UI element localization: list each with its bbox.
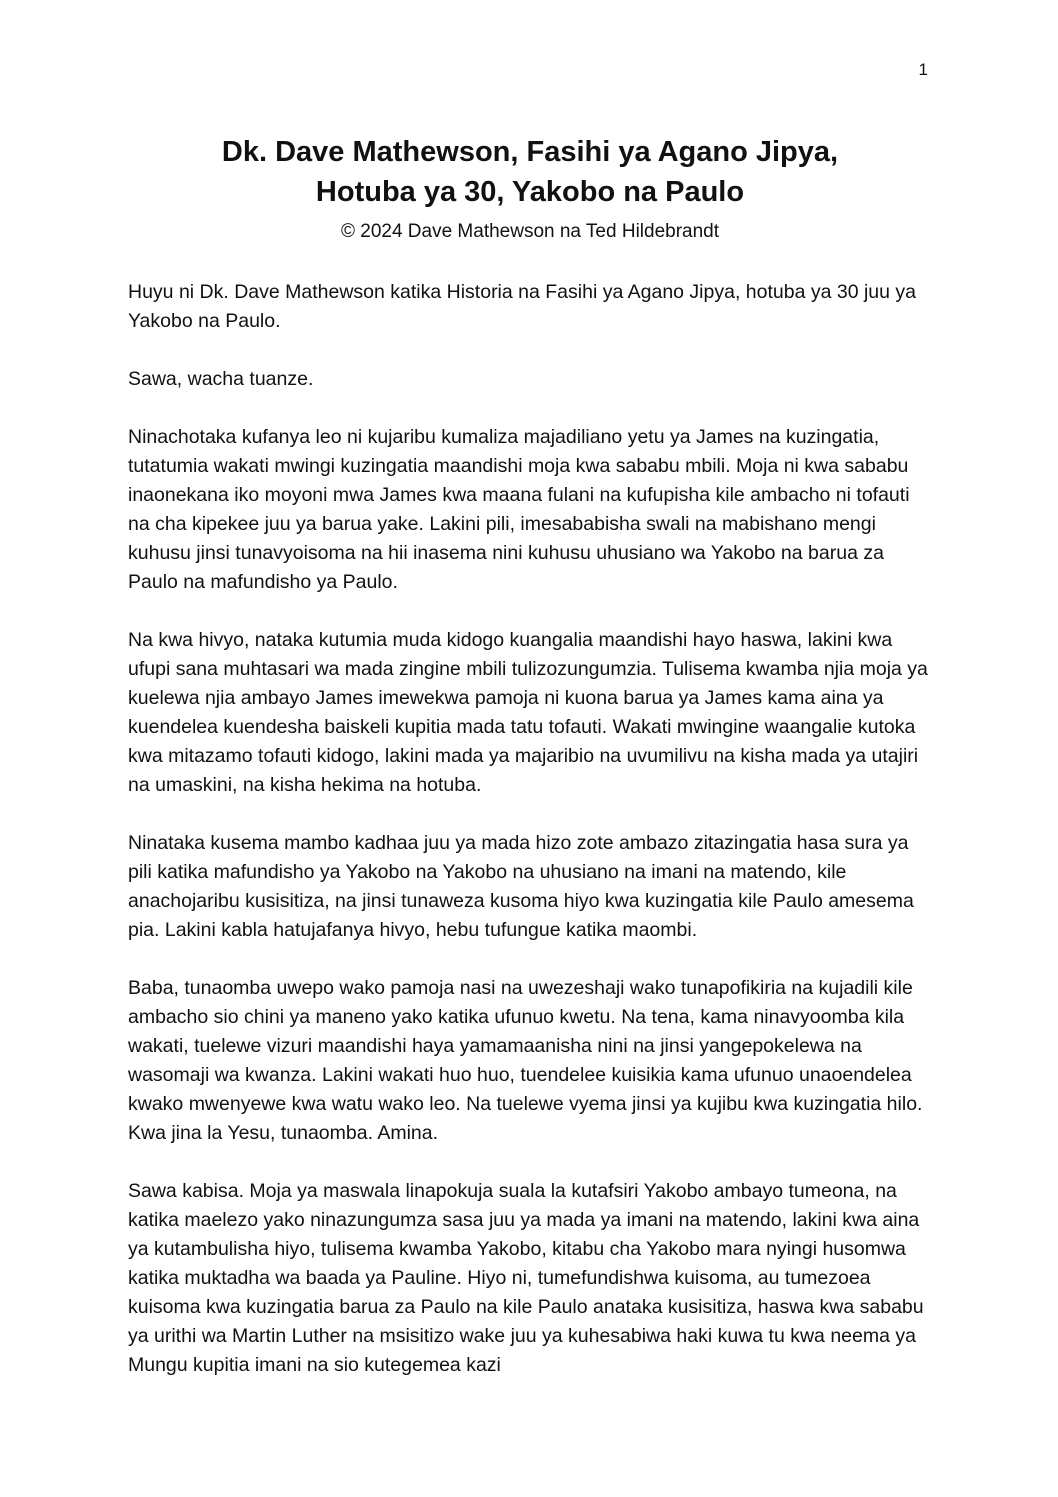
copyright-line: © 2024 Dave Mathewson na Ted Hildebrandt — [340, 221, 720, 242]
body-text — [128, 278, 932, 1380]
page-number: 1 — [918, 60, 928, 79]
paragraph-themes: Ninataka kusema mambo kadhaa juu ya mada hizo zote ambazo zitazingatia hasa sura ya pili katika mafundisho ya Yakobo na Yakobo na uhusiano na imani na matendo, kile anachojaribu kusisitiza, na jinsi tunaweza kusoma hiyo kwa kuzingatia kile Paulo amesema pia. Lakini kabla hatujafanya hivyo, hebu tufungue katika maombi. — [128, 832, 914, 941]
paragraph-goals: Ninachotaka kufanya leo ni kujaribu kumaliza majadiliano yetu ya James na kuzingatia, tutatumia wakati mwingi kuzingatia maandishi moja kwa sababu mbili. Moja ni kwa sababu inaonekana iko moyoni mwa James kwa maana fulani na kufupisha kile ambacho ni tofauti na cha kipekee juu ya barua yake. Lakini pili, imesababisha swali na mabishano mengi kuhusu jinsi tunavyoisoma na hii inasema nini kuhusu uhusiano wa Yakobo na barua za Paulo na mafundisho ya Paulo. — [128, 426, 910, 593]
paragraph-intro: Huyu ni Dk. Dave Mathewson katika Historia na Fasihi ya Agano Jipya, hotuba ya 30 juu ya Yakobo na Paulo. — [128, 281, 917, 332]
title-block — [128, 132, 932, 246]
paragraph-interpretation: Sawa kabisa. Moja ya maswala linapokuja suala la kutafsiri Yakobo ambayo tumeona, na katika maelezo yako ninazungumza sasa juu ya mada ya imani na matendo, lakini kwa aina ya kutambulisha hiyo, tulisema kwamba Yakobo, kitabu cha Yakobo mara nyingi husomwa katika muktadha wa baada ya Pauline. Hiyo ni, tumefundishwa kuisoma, au tumezoea kuisoma kwa kuzingatia barua za Paulo na kile Paulo anataka kusisitiza, haswa kwa sababu ya urithi wa Martin Luther na msisitizo wake juu ya kuhesabiwa haki kuwa tu kwa neema ya Mungu kupitia imani na sio kutegemea kazi — [128, 1180, 924, 1376]
paragraph-prayer: Baba, tunaomba uwepo wako pamoja nasi na uwezeshaji wako tunapofikiria na kujadili kile ambacho sio chini ya maneno yako katika ufunuo kwetu. Na tena, kama ninavyoomba kila wakati, tuelewe vizuri maandishi haya yamamaanisha nini na jinsi yangepokelewa na wasomaji wa kwanza. Lakini wakati huo huo, tuendelee kuisikia kama ufunuo unaoendelea kwako mwenyewe kwa watu wako leo. Na tuelewe vyema jinsi ya kujibu kwa kuzingatia hilo. Kwa jina la Yesu, tunaomba. Amina. — [128, 977, 923, 1144]
document-content — [128, 132, 932, 1409]
paragraph-summary: Na kwa hivyo, nataka kutumia muda kidogo kuangalia maandishi hayo haswa, lakini kwa ufupi sana muhtasari wa mada zingine mbili tulizozungumzia. Tulisema kwamba njia moja ya kuelewa njia ambayo James imewekwa pamoja ni kuona barua ya James kama aina ya kuendelea kuendesha baiskeli kupitia mada tatu tofauti. Wakati mwingine waangalie kutoka kwa mitazamo tofauti kidogo, lakini mada ya majaribio na uvumilivu na kisha mada ya utajiri na umaskini, na kisha hekima na hotuba. — [128, 629, 928, 796]
paragraph-opening: Sawa, wacha tuanze. — [128, 368, 314, 390]
document-title-line-2: Hotuba ya 30, Yakobo na Paulo — [315, 176, 745, 208]
document-title-line-1: Dk. Dave Mathewson, Fasihi ya Agano Jipya, — [221, 136, 839, 168]
